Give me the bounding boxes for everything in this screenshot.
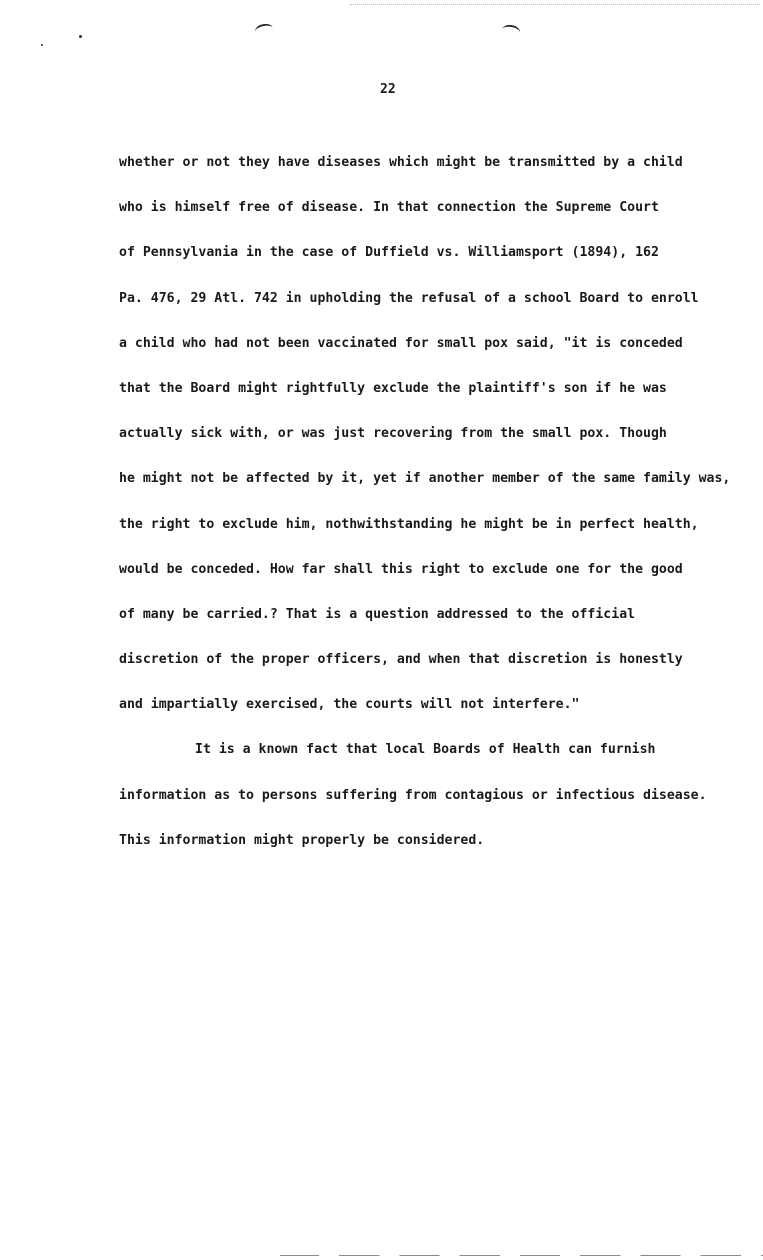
ink-speck [41,44,43,46]
text-line: the right to exclude him, nothwithstanding he might be in perfect health, [119,516,699,532]
page-number: 22 [380,82,396,97]
body-text [119,140,731,863]
text-line: whether or not they have diseases which might be transmitted by a child [119,155,683,170]
text-line: a child who had not been vaccinated for small pox said, "it is conceded [119,335,683,351]
text-line: actually sick with, or was just recovering from the small pox. Though [119,426,667,442]
text-line: would be conceded. How far shall this right to exclude one for the good [119,561,683,577]
paragraph-boards-of-health [119,727,719,863]
bottom-page-edge [280,1255,763,1258]
text-line: information as to persons suffering from contagious or infectious disease. [119,787,707,803]
text-line: discretion of the proper officers, and when that discretion is honestly [119,652,683,668]
text-line: who is himself free of disease. In that connection the Supreme Court [119,200,659,216]
binder-hole-mark-icon [254,22,274,37]
text-line: It is a known fact that local Boards of Health can furnish [195,742,656,758]
ink-speck [79,35,82,38]
binder-hole-mark-icon [501,24,521,39]
text-line: and impartially exercised, the courts will not interfere." [119,697,580,713]
paragraph-quote [119,140,731,727]
text-line: of many be carried.? That is a question addressed to the official [119,606,636,622]
top-page-edge [350,4,760,5]
text-line: Pa. 476, 29 Atl. 742 in upholding the refusal of a school Board to enroll [119,290,699,306]
text-line: of Pennsylvania in the case of Duffield vs. Williamsport (1894), 162 [119,245,659,261]
text-line: This information might properly be considered. [119,832,485,848]
text-line: that the Board might rightfully exclude the plaintiff's son if he was [119,380,667,396]
text-line: he might not be affected by it, yet if another member of the same family was, [119,471,731,487]
